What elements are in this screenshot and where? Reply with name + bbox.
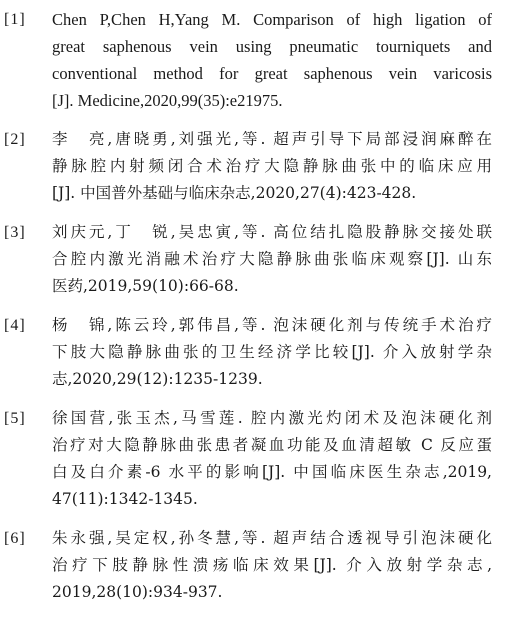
- reference-line: 合腔内激光消融术治疗大隐静脉曲张临床观察[J]. 山东: [52, 250, 492, 268]
- reference-number: [1]: [4, 11, 26, 28]
- reference-number: [5]: [4, 410, 26, 427]
- reference-text: [52, 405, 492, 513]
- reference-line: 治疗下肢静脉性溃疡临床效果[J]. 介入放射学杂志,: [52, 556, 492, 574]
- reference-text: [52, 312, 492, 393]
- reference-line: 徐国营,张玉杰,马雪莲. 腔内激光灼闭术及泡沫硬化剂: [52, 409, 492, 427]
- reference-line: 47(11):1342-1345.: [52, 490, 198, 508]
- reference-item-4: [0, 312, 508, 393]
- reference-line: 2019,28(10):934-937.: [52, 583, 223, 601]
- reference-number: [6]: [4, 530, 26, 547]
- reference-item-1: [0, 6, 508, 114]
- reference-line: 杨 锦,陈云玲,郭伟昌,等. 泡沫硬化剂与传统手术治疗: [52, 316, 492, 334]
- reference-line: 下肢大隐静脉曲张的卫生经济学比较[J]. 介入放射学杂: [52, 343, 492, 361]
- reference-line: great saphenous vein using pneumatic tourniquets and: [52, 37, 492, 56]
- reference-line: Chen P,Chen H,Yang M. Comparison of high ligation of: [52, 10, 492, 29]
- reference-text: [52, 126, 492, 207]
- reference-line: 志,2020,29(12):1235-1239.: [52, 370, 263, 388]
- reference-line: 朱永强,吴定权,孙冬慧,等. 超声结合透视导引泡沫硬化: [52, 529, 492, 547]
- reference-number: [4]: [4, 317, 26, 334]
- reference-text: [52, 219, 492, 300]
- reference-line: 静脉腔内射频闭合术治疗大隐静脉曲张中的临床应用: [52, 157, 492, 175]
- reference-line: 刘庆元,丁 锐,吴忠寅,等. 高位结扎隐股静脉交接处联: [52, 223, 492, 241]
- reference-line: 李 亮,唐晓勇,刘强光,等. 超声引导下局部浸润麻醉在: [52, 130, 492, 148]
- reference-line: 医药,2019,59(10):66-68.: [52, 277, 239, 295]
- reference-line: 治疗对大隐静脉曲张患者凝血功能及血清超敏 C 反应蛋: [52, 436, 492, 454]
- reference-line: conventional method for great saphenous vein varicosis: [52, 64, 492, 83]
- reference-number: [2]: [4, 131, 26, 148]
- reference-list: [0, 6, 508, 618]
- reference-line: [J]. 中国普外基础与临床杂志,2020,27(4):423-428.: [52, 184, 417, 202]
- reference-text: [52, 6, 492, 114]
- reference-number: [3]: [4, 224, 26, 241]
- reference-text: [52, 525, 492, 606]
- reference-item-5: [0, 405, 508, 513]
- reference-line: [J]. Medicine,2020,99(35):e21975.: [52, 91, 283, 110]
- reference-item-6: [0, 525, 508, 606]
- reference-item-3: [0, 219, 508, 300]
- reference-line: 白及白介素-6 水平的影响[J]. 中国临床医生杂志,2019,: [52, 463, 492, 481]
- reference-item-2: [0, 126, 508, 207]
